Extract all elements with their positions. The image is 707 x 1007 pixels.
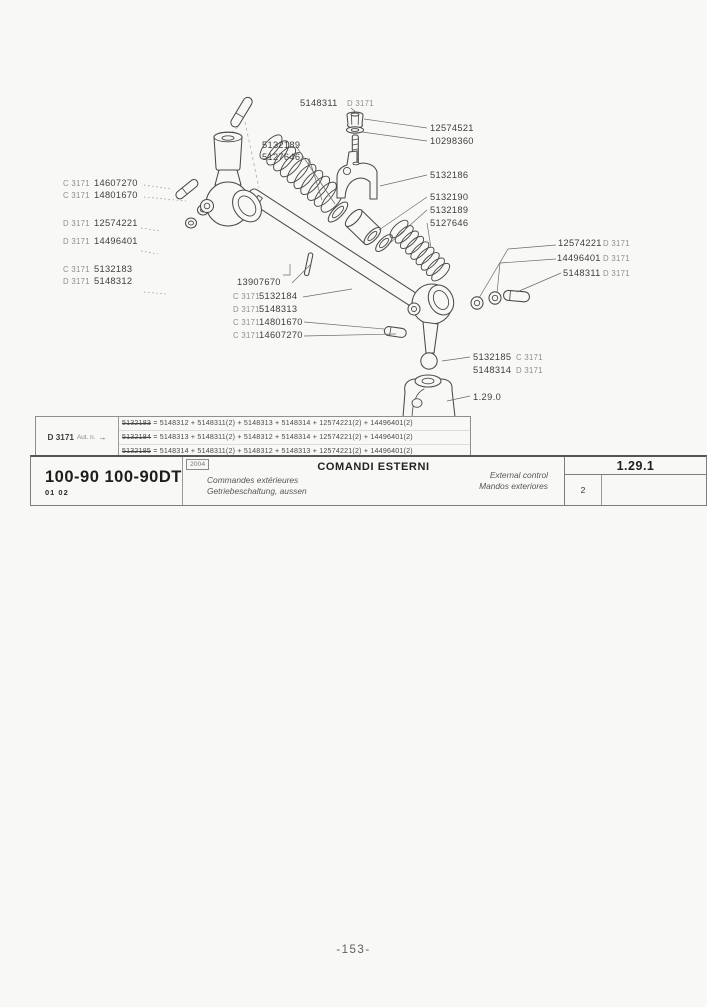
arrow-right-icon: → [98, 433, 107, 442]
callout-prefix: C 3171 [516, 353, 543, 362]
callout-prefix: D 3171 [603, 254, 630, 263]
callout-prefix: C 3171 [63, 179, 90, 188]
assembly-formula: = 5148314 + 5148311(2) + 5148312 + 5148313 + 12574221(2) + 14496401(2) [153, 447, 413, 455]
callout-prefix: D 3171 [516, 366, 543, 375]
ball-link [408, 281, 458, 369]
callout-5132189-r: 5132189 [430, 205, 469, 215]
nut [347, 112, 363, 128]
callout-5127646-r: 5127646 [430, 218, 469, 228]
callout-ref-1290: 1.29.0 [473, 392, 502, 402]
title-es: Mandos exteriores [479, 481, 548, 491]
sheet-number: 2 [565, 475, 602, 505]
empty-cell [602, 475, 706, 505]
variant-row [119, 430, 470, 444]
assembly-number: 5132183 [122, 419, 152, 427]
callout-5127646-l: 5127646 [262, 152, 301, 162]
callout-top-num: 5148311 [300, 98, 338, 108]
variant-table [35, 416, 471, 459]
assembly-number: 5132185 [122, 447, 152, 455]
page-number: -153- [336, 944, 371, 956]
callout-num: 5132183 [94, 264, 133, 274]
callout-5132186: 5132186 [430, 170, 469, 180]
callout-prefix: C 3171 [233, 331, 260, 340]
year-box: 2004 [186, 459, 209, 470]
bushing [343, 207, 383, 247]
ring-small-2 [186, 218, 197, 228]
shift-fork [403, 375, 455, 417]
callout-num: 14607270 [94, 178, 138, 188]
guide-line [245, 122, 259, 188]
callout-num: 14496401 [557, 253, 601, 263]
section-title: COMANDI ESTERNI [317, 461, 430, 473]
callout-top-suffix: D 3171 [347, 99, 374, 108]
title-fr: Commandes extérieures [207, 475, 299, 485]
model-names: 100-90 100-90DT [45, 468, 182, 486]
variant-prefix: D 3171 [47, 433, 74, 442]
variant-rows [119, 417, 470, 458]
taper-pin-left [174, 178, 199, 201]
callout-num: 12574221 [558, 238, 602, 248]
title-translations-right [479, 470, 548, 492]
callout-prefix: D 3171 [233, 305, 260, 314]
variant-note: Aut. n. [76, 434, 96, 441]
callout-prefix: C 3171 [233, 318, 260, 327]
callout-num: 13907670 [237, 277, 281, 287]
assembly-number: 5132184 [122, 433, 152, 441]
title-block [30, 455, 707, 506]
washer-top [347, 127, 364, 133]
callout-12574521: 12574521 [430, 123, 474, 133]
section-sub [565, 475, 706, 505]
callout-num: 5148313 [259, 304, 298, 314]
assembly-formula: = 5148313 + 5148311(2) + 5148312 + 5148314 + 12574221(2) + 14496401(2) [153, 433, 413, 441]
model-codes: 01 02 [45, 488, 69, 497]
ring-right-2 [489, 292, 501, 304]
callout-5132190: 5132190 [430, 192, 469, 202]
variant-table-header [36, 417, 119, 458]
assembly-formula: = 5148312 + 5148311(2) + 5148313 + 5148314 + 12574221(2) + 14496401(2) [153, 419, 413, 427]
callout-num: 5132184 [259, 291, 298, 301]
knob-clevis [201, 132, 268, 227]
callout-num: 12574221 [94, 218, 138, 228]
ring-right-1 [471, 297, 483, 309]
callout-prefix: C 3171 [233, 292, 260, 301]
callout-prefix: D 3171 [63, 219, 90, 228]
callout-prefix: C 3171 [63, 265, 90, 274]
callout-num: 5148312 [94, 276, 133, 286]
callout-10298360: 10298360 [430, 136, 474, 146]
title-cell [183, 457, 564, 505]
detent-pin [304, 253, 313, 276]
callout-num: 5132185 [473, 352, 512, 362]
callout-prefix: C 3171 [63, 191, 90, 200]
saddle-guide [337, 151, 377, 199]
callout-num: 14607270 [259, 330, 303, 340]
title-en: External control [489, 470, 548, 480]
callout-num: 5148314 [473, 365, 512, 375]
section-cell [564, 457, 706, 505]
variant-row [119, 417, 470, 430]
section-number: 1.29.1 [565, 457, 706, 475]
model-cell [31, 457, 183, 505]
callout-num: 14801670 [259, 317, 303, 327]
callout-prefix: D 3171 [63, 237, 90, 246]
callout-prefix: D 3171 [603, 269, 630, 278]
callout-prefix: D 3171 [603, 239, 630, 248]
callout-prefix: D 3171 [63, 277, 90, 286]
title-translations-left [207, 475, 307, 497]
pin-bottom [384, 326, 407, 338]
title-de: Getriebeschaltung, aussen [207, 486, 307, 496]
callout-num: 5148311 [563, 268, 601, 278]
callout-num: 14496401 [94, 236, 138, 246]
screw-right [503, 290, 530, 302]
taper-pin-top [229, 96, 254, 129]
callout-num: 14801670 [94, 190, 138, 200]
exploded-diagram [0, 0, 707, 460]
callout-5132189-l: 5132189 [262, 140, 301, 150]
